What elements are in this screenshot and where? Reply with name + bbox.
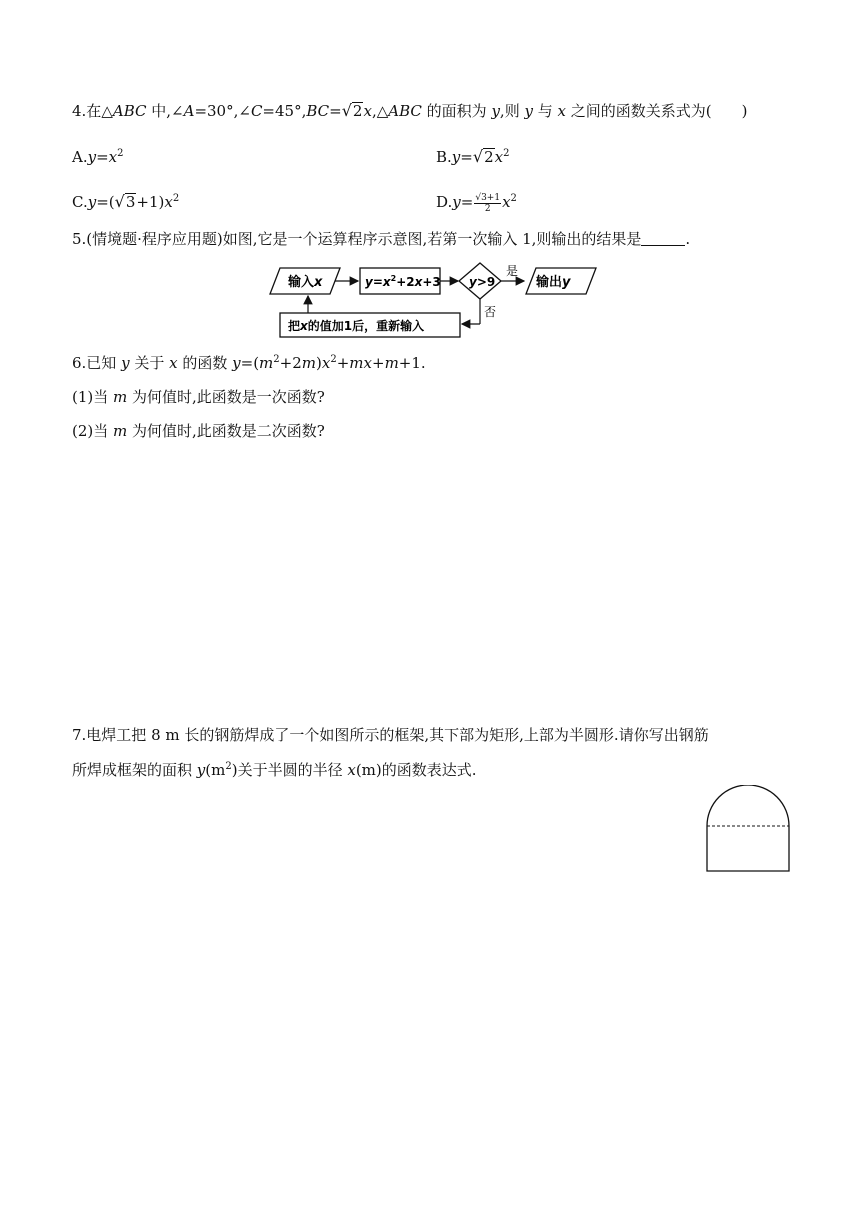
q4-option-d: D.y= $\frac{√3+1}{2}$ $x^2$: [436, 192, 517, 214]
q6-part2: (2)当 m 为何值时,此函数是二次函数?: [72, 422, 325, 440]
svg-text:输入x: 输入x: [288, 275, 323, 290]
answer-blank: [641, 231, 685, 246]
svg-text:否: 否: [484, 305, 497, 319]
frame-figure: [700, 785, 796, 877]
svg-text:输出y: 输出y: [536, 275, 571, 290]
q7-stem-line1: 7.电焊工把 8 m 长的钢筋焊成了一个如图所示的框架,其下部为矩形,上部为半圆形.请你写出钢筋: [72, 726, 709, 744]
svg-text:把x的值加1后，重新输入: 把x的值加1后，重新输入: [288, 319, 425, 333]
q6-part1: (1)当 m 为何值时,此函数是一次函数?: [72, 388, 325, 406]
q7-stem-line2: 所焊成框架的面积 $y(m^2)$关于半圆的半径 x(m)的函数表达式.: [72, 761, 477, 779]
q4-option-c: C.y=( √ 3 $+1)x^2$: [72, 192, 180, 211]
q5-stem: 5.(情境题·程序应用题)如图,它是一个运算程序示意图,若第一次输入 1,则输出的结果是 .: [72, 230, 691, 248]
q4-option-a: $A.y=x^2$: [72, 148, 124, 166]
frame-outline: [707, 785, 789, 871]
program-flowchart: [268, 262, 600, 344]
q6-stem: 6.已知 y 关于 x 的函数 $y=(m^2+2m)x^2+mx+m+1$.: [72, 354, 426, 372]
q4-option-b: B.y= √ 2 $x^2$: [436, 147, 510, 166]
svg-text:y>9: y>9: [469, 275, 496, 289]
svg-text:是: 是: [506, 264, 519, 278]
q4-stem: 4.在△ABC 中,∠A=30°,∠C=45°,BC= √ 2 x,△ABC 的面积为 y,则 y 与 x 之间的函数关系式为( ): [72, 101, 748, 120]
svg-text:y=x2+2x+3: $y=x^2+2x+3$: [365, 274, 441, 289]
